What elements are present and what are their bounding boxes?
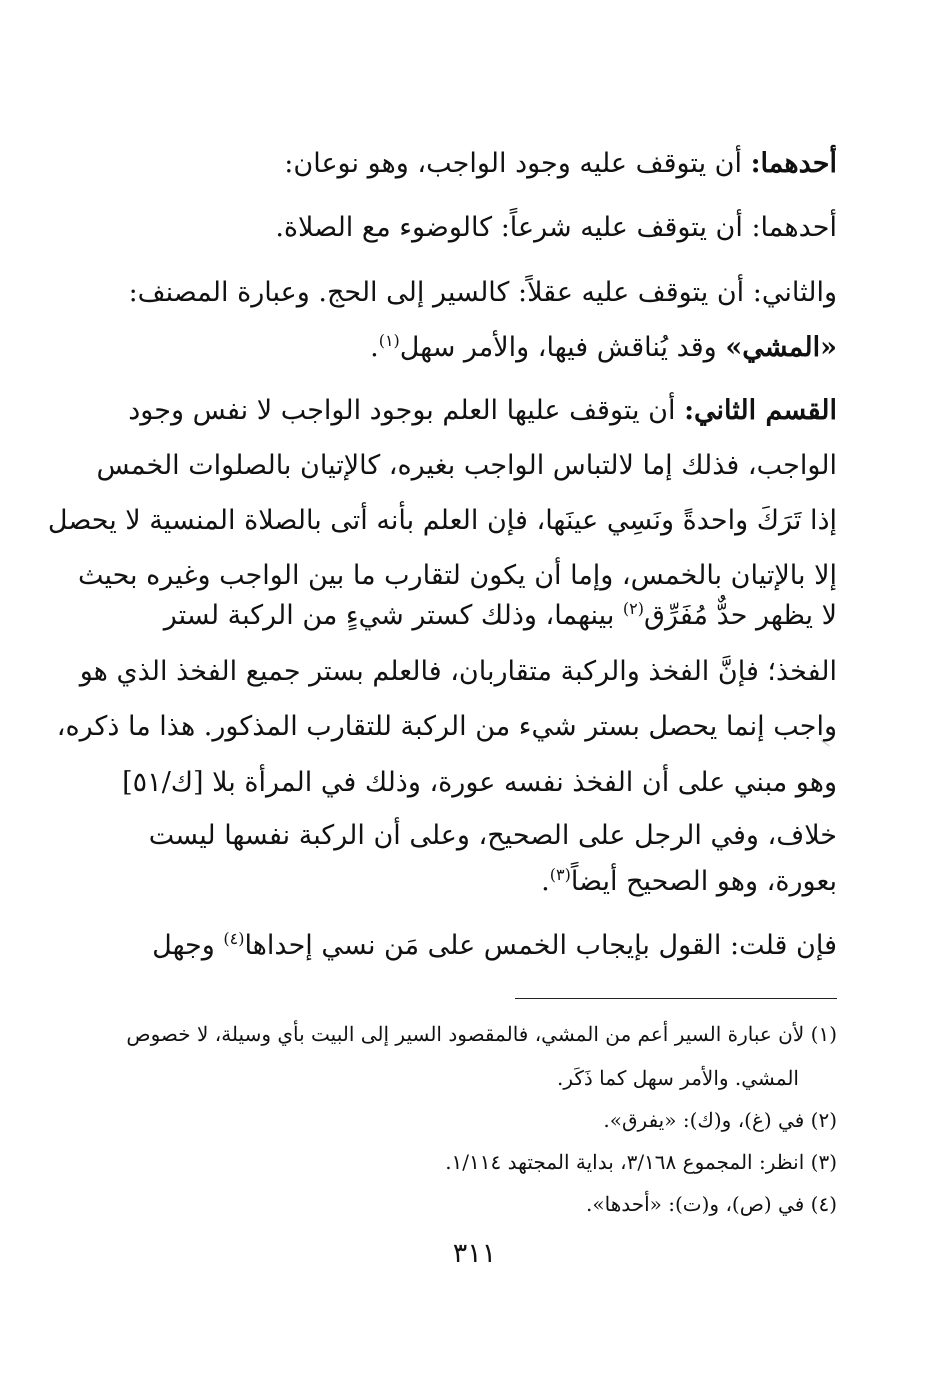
paragraph-4-line-3: إذا تَرَكَ واحدةً ونَسِي عينَها، فإن العلم بأنه أتى بالصلاة المنسية لا يحصل xyxy=(47,505,837,536)
paragraph-text: بعورة، وهو الصحيح أيضاً xyxy=(570,866,837,897)
paragraph-2: أحدهما: أن يتوقف عليه شرعاً: كالوضوء مع الصلاة. xyxy=(275,212,837,243)
footnote-ref: (٤) xyxy=(223,929,245,948)
paragraph-4-line-5 xyxy=(164,600,837,631)
paragraph-text: أن يتوقف عليها العلم بوجود الواجب لا نفس وجود xyxy=(128,395,685,426)
paragraph-4-line-10 xyxy=(541,866,837,897)
paragraph-text: وجهل xyxy=(152,930,224,961)
paragraph-text: بينهما، وذلك كستر شيءٍ من الركبة لستر xyxy=(163,600,623,631)
paragraph-text: فإن قلت: القول بإيجاب الخمس على مَن نسي إحداها xyxy=(244,930,837,961)
footnote-1-line-1: (١) لأن عبارة السير أعم من المشي، فالمقصود السير إلى البيت بأي وسيلة، لا خصوص xyxy=(126,1022,837,1046)
paragraph-4-line-1 xyxy=(128,395,837,426)
footnote-2: (٢) في (غ)، و(ك): «يفرق». xyxy=(603,1108,837,1132)
footnote-3: (٣) انظر: المجموع ٣/١٦٨، بداية المجتهد ١/١١٤. xyxy=(445,1150,837,1174)
section-heading: القسم الثاني: xyxy=(684,395,837,426)
paragraph-4-line-6: الفخذ؛ فإنَّ الفخذ والركبة متقاربان، فالعلم بستر جميع الفخذ الذي هو xyxy=(79,656,837,687)
footnote-ref: (١) xyxy=(378,331,400,350)
quoted-term: «المشي» xyxy=(725,332,837,363)
paragraph-text: . xyxy=(541,866,550,897)
paragraph-4-line-8: وهو مبني على أن الفخذ نفسه عورة، وذلك في المرأة بلا [ك/٥١] xyxy=(122,767,837,798)
paragraph-4-line-4: إلا بالإتيان بالخمس، وإما أن يكون لتقارب ما بين الواجب وغيره بحيث xyxy=(77,560,837,591)
paragraph-3-line-1: والثاني: أن يتوقف عليه عقلاً: كالسير إلى الحج. وعبارة المصنف: xyxy=(128,277,837,308)
paragraph-text: أن يتوقف عليه وجود الواجب، وهو نوعان: xyxy=(284,148,751,179)
paragraph-5 xyxy=(152,930,837,961)
paragraph-3-line-2 xyxy=(370,332,837,363)
paragraph-1 xyxy=(284,148,837,179)
paragraph-4-line-9: خلاف، وفي الرجل على الصحيح، وعلى أن الركبة نفسها ليست xyxy=(148,820,837,851)
paragraph-text: وقد يُناقش فيها، والأمر سهل xyxy=(399,332,726,363)
page-number: ٣١١ xyxy=(452,1238,497,1269)
paragraph-4-line-7: واجب إنما يحصل بستر شيء من الركبة للتقارب المذكور. هذا ما ذكره، xyxy=(56,711,837,742)
paragraph-text: . xyxy=(370,332,379,363)
footnote-divider xyxy=(515,998,837,999)
footnote-1-line-2: المشي. والأمر سهل كما ذَكَر. xyxy=(556,1066,799,1090)
paragraph-text: لا يظهر حدٌّ مُفَرِّق xyxy=(644,600,837,631)
footnote-ref: (٢) xyxy=(622,599,645,618)
term-heading: أحدهما: xyxy=(750,148,837,179)
footnote-ref: (٣) xyxy=(549,865,571,884)
footnote-4: (٤) في (ص)، و(ت): «أحدها». xyxy=(586,1192,837,1216)
paragraph-4-line-2: الواجب، فذلك إما لالتباس الواجب بغيره، كالإتيان بالصلوات الخمس xyxy=(96,450,837,481)
